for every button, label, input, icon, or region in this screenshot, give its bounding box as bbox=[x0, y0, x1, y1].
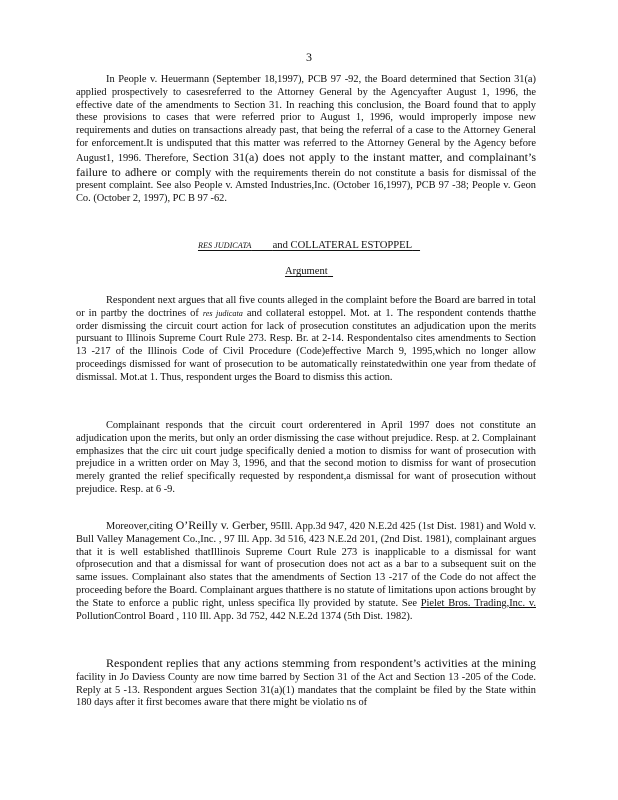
paragraph-respondent-replies-lead: Respondent replies that any actions stemming from respondent’s activities at the mining bbox=[106, 656, 536, 670]
paragraph-complainant-responds bbox=[76, 420, 536, 497]
res-judicata-italic: res judicata bbox=[202, 308, 243, 318]
heading-res-judicata: RES JUDICATA bbox=[197, 241, 252, 250]
paragraph-complainant-responds-text: Complainant responds that the circuit court orderentered in April 1997 does not constitute an adjudication upon the merits, but only an order dismissing the case without prejudice. Resp. at 2. Complainant emphasizes that the circ uit court judge specifically denied a motion to dismiss for want of prosecution with prejudice in a written order on May 3, 1996, and that the second motion to dismiss for want of prosecution merely granted the relief specifically requested by respondent,a dismissal for want of prosecution without prejudice. Resp. at 6 -9. bbox=[76, 420, 536, 495]
paragraph-oreilly-cite: PollutionControl Board , 110 Ill. App. 3d 752, 442 N.E.2d 1374 (5th Dist. 1982). bbox=[76, 610, 413, 622]
case-oreilly: O’Reilly v. Gerber, bbox=[175, 518, 268, 532]
section-heading bbox=[0, 240, 618, 251]
paragraph-oreilly bbox=[76, 519, 536, 623]
case-pielet: Pielet Bros. Trading,Inc. v. bbox=[420, 597, 536, 609]
paragraph-oreilly-lead: Moreover,citing bbox=[106, 521, 173, 532]
paragraph-heuermann-end: with the requirements therein do not constitute a basis for dismissal of the present complaint. See also People v. Amsted Industries,Inc. (October 16,1997), PCB 97 -38; People v. Geon Co. (October 2, 1997), PC B 97 -62. bbox=[76, 167, 536, 205]
paragraph-respondent-argues-b: and collateral estoppel. Mot. at 1. The respondent contends thatthe order dismissing the circuit court action for lack of prosecution constitutes an adjudication upon the merits pursuant to Illinois Supreme Court Rule 273. Resp. Br. at 2-14. Respondentalso cites amendments to Section 13 -217 of the Illinois Code of Civil Procedure (Code)effective March 9, 1995,which no longer allow proceedings dismissed for want of prosecution to be automatically reinstatedwithin one year from thedate of dismissal. Mot.at 1. Thus, respondent urges the Board to dismiss this action. bbox=[76, 307, 536, 383]
heading-collateral-estoppel: and COLLATERAL ESTOPPEL bbox=[272, 240, 413, 251]
paragraph-respondent-argues bbox=[76, 295, 536, 385]
subheading-argument bbox=[0, 266, 618, 277]
page-number: 3 bbox=[306, 50, 312, 64]
paragraph-oreilly-body: 95Ill. App.3d 947, 420 N.E.2d 425 (1st Dist. 1981) and Wold v. Bull Valley Management Co.,Inc. , 97 Ill. App. 3d 516, 423 N.E.2d 201, (2nd Dist. 1981), complainant argues that it is well established thatIllinois Supreme Court Rule 273 is inapplicable to a dismissal for want ofprosecution and that a dismissal for want of prosecution does not act as a bar to a subsequent suit on the same issues. Complainant also states that the amendments of Section 13 -217 of the Code do not affect the proceeding before the Board. Complainant argues thatthere is no statute of limitations upon actions brought by the State to enforce a public right, unless specifica lly provided by statute. See bbox=[76, 521, 537, 609]
argument-label: Argument bbox=[284, 266, 328, 277]
paragraph-heuermann bbox=[76, 74, 536, 206]
paragraph-heuermann-text: In People v. Heuermann (September 18,1997), PCB 97 -92, the Board determined that Section 31(a) applied prospectively to casesreferred to the Attorney General by the Agencyafter August 1, 1996, the effective date of the amendments to Section 31. In reaching this conclusion, the Board found that to apply these provisions to cases that were referred prior to August 1, 1996, would improperly impose new requirements and duties on transactions already past, that being the referral of a case to the Attorney General for enforcement.It is undisputed that this matter was referred to the Attorney General by the Agency before August1, 1996. Therefore, bbox=[76, 74, 536, 164]
paragraph-respondent-argues-a: Respondent next argues that all five counts alleged in the complaint before the Board are barred in total or in partby the doctrines of bbox=[76, 295, 537, 319]
paragraph-respondent-replies bbox=[76, 657, 536, 710]
paragraph-respondent-replies-text: facility in Jo Daviess County are now time barred by Section 31 of the Act and Section 13 -205 of the Code. Reply at 5 -13. Respondent argues Section 31(a)(1) mandates that the complaint be filed by the State within 180 days after it first becomes aware that there might be violatio ns of bbox=[76, 671, 536, 709]
paragraph-heuermann-emphasis: Section 31(a) does not apply to the instant matter, and complainant’s failure to adhere or comply bbox=[76, 149, 536, 179]
